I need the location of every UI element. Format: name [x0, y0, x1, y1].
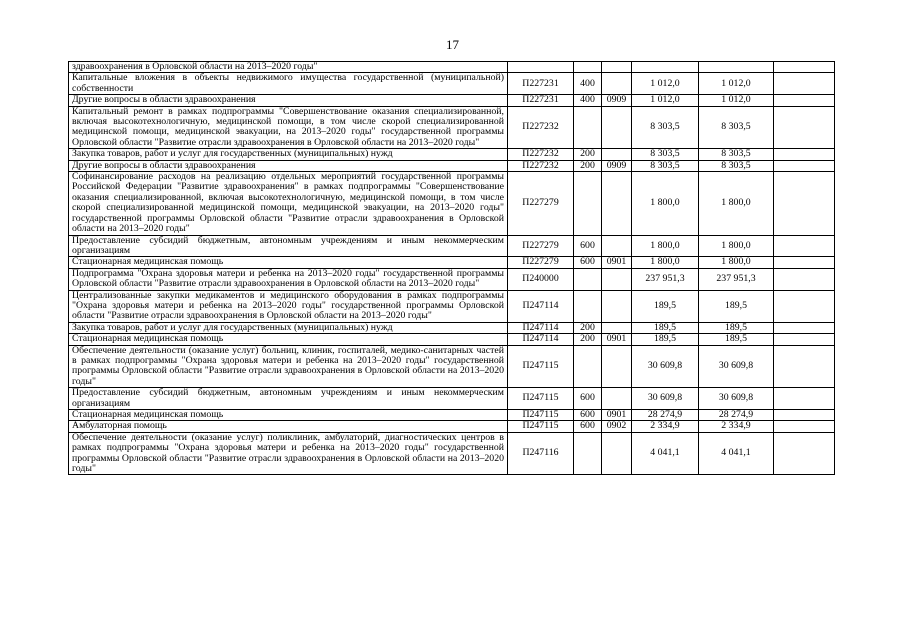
row-empty-cell	[774, 235, 835, 257]
row-code-cell: П247115	[508, 410, 574, 421]
row-expense-type-cell: 600	[574, 257, 602, 268]
row-expense-type-cell: 400	[574, 95, 602, 106]
row-code-cell: П247115	[508, 345, 574, 388]
row-section-cell	[602, 235, 632, 257]
row-empty-cell	[774, 345, 835, 388]
row-amount-cell: 1 800,0	[632, 235, 699, 257]
row-section-cell	[602, 149, 632, 160]
row-amount-cell	[632, 62, 699, 73]
page-number: 17	[446, 37, 459, 52]
row-empty-cell	[774, 322, 835, 333]
row-section-cell	[602, 388, 632, 410]
table-row	[69, 268, 835, 290]
table-row	[69, 345, 835, 388]
row-amount-cell: 1 800,0	[632, 172, 699, 235]
row-code-cell: П247116	[508, 432, 574, 475]
row-amount-cell: 1 800,0	[699, 172, 774, 235]
row-amount-cell: 237 951,3	[632, 268, 699, 290]
row-section-cell	[602, 345, 632, 388]
row-section-cell: 0909	[602, 95, 632, 106]
table-row	[69, 257, 835, 268]
row-name-cell: Софинансирование расходов на реализацию отдельных мероприятий государственной программы Российской Федерации "Развитие здравоохранения" в рамках подпрограммы "Совершенствование оказания специализированной, включая высокотехнологичную, медицинской помощи, в том числе скорой специализированной медицинской помощи, медицинской эвакуации, на 2013–2020 годы" государственной программы Орловской области "Развитие отрасли здравоохранения в Орловской области на 2013–2020 годы"	[69, 172, 508, 235]
row-empty-cell	[774, 172, 835, 235]
table-row	[69, 160, 835, 171]
row-section-cell	[602, 322, 632, 333]
row-code-cell: П240000	[508, 268, 574, 290]
row-name-cell: Капитальные вложения в объекты недвижимого имущества государственной (муниципальной) собственности	[69, 73, 508, 95]
row-amount-cell: 189,5	[699, 334, 774, 345]
row-section-cell: 0901	[602, 410, 632, 421]
table-row	[69, 172, 835, 235]
table-row	[69, 73, 835, 95]
row-name-cell: Амбулаторная помощь	[69, 421, 508, 432]
row-name-cell: Стационарная медицинская помощь	[69, 410, 508, 421]
row-amount-cell: 189,5	[632, 290, 699, 322]
row-code-cell	[508, 62, 574, 73]
row-name-cell: Обеспечение деятельности (оказание услуг) поликлиник, амбулаторий, диагностических центров в рамках подпрограммы "Охрана здоровья матери и ребенка на 2013–2020 годы" государственной программы Орловской области "Развитие отрасли здравоохранения в Орловской области на 2013–2020 годы"	[69, 432, 508, 475]
row-amount-cell: 1 800,0	[699, 235, 774, 257]
row-amount-cell: 8 303,5	[699, 149, 774, 160]
row-name-cell: Предоставление субсидий бюджетным, автономным учреждениям и иным некоммерческим организациям	[69, 388, 508, 410]
row-code-cell: П227279	[508, 235, 574, 257]
row-amount-cell: 1 012,0	[632, 73, 699, 95]
row-amount-cell: 28 274,9	[699, 410, 774, 421]
row-empty-cell	[774, 432, 835, 475]
row-code-cell: П227232	[508, 160, 574, 171]
table-row	[69, 432, 835, 475]
budget-table-body	[69, 62, 835, 475]
row-expense-type-cell: 600	[574, 421, 602, 432]
row-empty-cell	[774, 149, 835, 160]
table-row	[69, 388, 835, 410]
row-amount-cell: 28 274,9	[632, 410, 699, 421]
row-empty-cell	[774, 268, 835, 290]
row-amount-cell: 4 041,1	[632, 432, 699, 475]
table-row	[69, 235, 835, 257]
row-code-cell: П247114	[508, 290, 574, 322]
row-amount-cell: 4 041,1	[699, 432, 774, 475]
row-empty-cell	[774, 410, 835, 421]
row-empty-cell	[774, 334, 835, 345]
row-name-cell: Другие вопросы в области здравоохранения	[69, 95, 508, 106]
row-expense-type-cell: 200	[574, 149, 602, 160]
row-name-cell: Подпрограмма "Охрана здоровья матери и ребенка на 2013–2020 годы" государственной программы Орловской области "Развитие отрасли здравоохранения в Орловской области на 2013–2020 годы"	[69, 268, 508, 290]
row-amount-cell	[699, 62, 774, 73]
row-empty-cell	[774, 257, 835, 268]
row-amount-cell: 189,5	[699, 322, 774, 333]
row-amount-cell: 30 609,8	[699, 345, 774, 388]
row-empty-cell	[774, 95, 835, 106]
row-name-cell: Стационарная медицинская помощь	[69, 334, 508, 345]
row-amount-cell: 30 609,8	[632, 388, 699, 410]
row-section-cell	[602, 268, 632, 290]
row-code-cell: П227231	[508, 95, 574, 106]
row-expense-type-cell: 200	[574, 160, 602, 171]
row-code-cell: П247115	[508, 388, 574, 410]
row-empty-cell	[774, 73, 835, 95]
row-code-cell: П247114	[508, 334, 574, 345]
row-expense-type-cell	[574, 172, 602, 235]
row-code-cell: П227232	[508, 106, 574, 149]
row-section-cell: 0902	[602, 421, 632, 432]
row-expense-type-cell	[574, 62, 602, 73]
table-row	[69, 290, 835, 322]
row-empty-cell	[774, 290, 835, 322]
row-expense-type-cell	[574, 268, 602, 290]
row-amount-cell: 30 609,8	[632, 345, 699, 388]
row-amount-cell: 8 303,5	[699, 106, 774, 149]
row-code-cell: П227279	[508, 172, 574, 235]
row-expense-type-cell: 400	[574, 73, 602, 95]
table-row	[69, 95, 835, 106]
row-amount-cell: 30 609,8	[699, 388, 774, 410]
row-expense-type-cell: 600	[574, 235, 602, 257]
row-amount-cell: 189,5	[632, 334, 699, 345]
row-section-cell: 0909	[602, 160, 632, 171]
row-expense-type-cell	[574, 345, 602, 388]
row-name-cell: Предоставление субсидий бюджетным, автономным учреждениям и иным некоммерческим организациям	[69, 235, 508, 257]
row-name-cell: Стационарная медицинская помощь	[69, 257, 508, 268]
table-row	[69, 62, 835, 73]
row-expense-type-cell	[574, 432, 602, 475]
row-name-cell: Закупка товаров, работ и услуг для государственных (муниципальных) нужд	[69, 149, 508, 160]
row-section-cell	[602, 290, 632, 322]
row-amount-cell: 8 303,5	[632, 160, 699, 171]
row-expense-type-cell: 600	[574, 388, 602, 410]
row-amount-cell: 8 303,5	[699, 160, 774, 171]
table-row	[69, 322, 835, 333]
row-expense-type-cell: 200	[574, 322, 602, 333]
row-code-cell: П227231	[508, 73, 574, 95]
row-code-cell: П247115	[508, 421, 574, 432]
row-code-cell: П247114	[508, 322, 574, 333]
table-row	[69, 421, 835, 432]
row-amount-cell: 2 334,9	[699, 421, 774, 432]
row-amount-cell: 1 800,0	[632, 257, 699, 268]
row-section-cell: 0901	[602, 334, 632, 345]
row-expense-type-cell: 600	[574, 410, 602, 421]
row-amount-cell: 189,5	[632, 322, 699, 333]
row-name-cell: здравоохранения в Орловской области на 2013–2020 годы"	[69, 62, 508, 73]
row-empty-cell	[774, 388, 835, 410]
row-empty-cell	[774, 160, 835, 171]
row-name-cell: Капитальный ремонт в рамках подпрограммы "Совершенствование оказания специализированной, включая высокотехнологичную, медицинской помощи, в том числе скорой специализированной медицинской помощи, медицинской эвакуации, на 2013–2020 годы" государственной программы Орловской области "Развитие отрасли здравоохранения в Орловской области на 2013–2020 годы"	[69, 106, 508, 149]
table-row	[69, 106, 835, 149]
row-amount-cell: 1 012,0	[699, 95, 774, 106]
row-name-cell: Централизованные закупки медикаментов и медицинского оборудования в рамках подпрограммы "Охрана здоровья матери и ребенка на 2013–2020 годы" государственной программы Орловской области "Развитие отрасли здравоохранения в Орловской области на 2013–2020 годы"	[69, 290, 508, 322]
row-empty-cell	[774, 106, 835, 149]
row-code-cell: П227279	[508, 257, 574, 268]
row-section-cell	[602, 62, 632, 73]
row-expense-type-cell: 200	[574, 334, 602, 345]
row-name-cell: Закупка товаров, работ и услуг для государственных (муниципальных) нужд	[69, 322, 508, 333]
row-amount-cell: 1 012,0	[632, 95, 699, 106]
row-section-cell	[602, 172, 632, 235]
row-amount-cell: 2 334,9	[632, 421, 699, 432]
row-name-cell: Другие вопросы в области здравоохранения	[69, 160, 508, 171]
row-empty-cell	[774, 62, 835, 73]
row-section-cell	[602, 106, 632, 149]
row-amount-cell: 8 303,5	[632, 106, 699, 149]
row-amount-cell: 1 800,0	[699, 257, 774, 268]
row-section-cell	[602, 73, 632, 95]
table-row	[69, 149, 835, 160]
table-row	[69, 410, 835, 421]
row-amount-cell: 1 012,0	[699, 73, 774, 95]
row-section-cell	[602, 432, 632, 475]
row-amount-cell: 189,5	[699, 290, 774, 322]
row-name-cell: Обеспечение деятельности (оказание услуг) больниц, клиник, госпиталей, медико-санитарных частей в рамках подпрограммы "Охрана здоровья матери и ребенка на 2013–2020 годы" государственной программы Орловской области "Развитие отрасли здравоохранения в Орловской области на 2013–2020 годы"	[69, 345, 508, 388]
row-amount-cell: 237 951,3	[699, 268, 774, 290]
row-expense-type-cell	[574, 106, 602, 149]
budget-table	[68, 61, 835, 475]
row-empty-cell	[774, 421, 835, 432]
row-code-cell: П227232	[508, 149, 574, 160]
row-section-cell: 0901	[602, 257, 632, 268]
row-expense-type-cell	[574, 290, 602, 322]
table-row	[69, 334, 835, 345]
row-amount-cell: 8 303,5	[632, 149, 699, 160]
